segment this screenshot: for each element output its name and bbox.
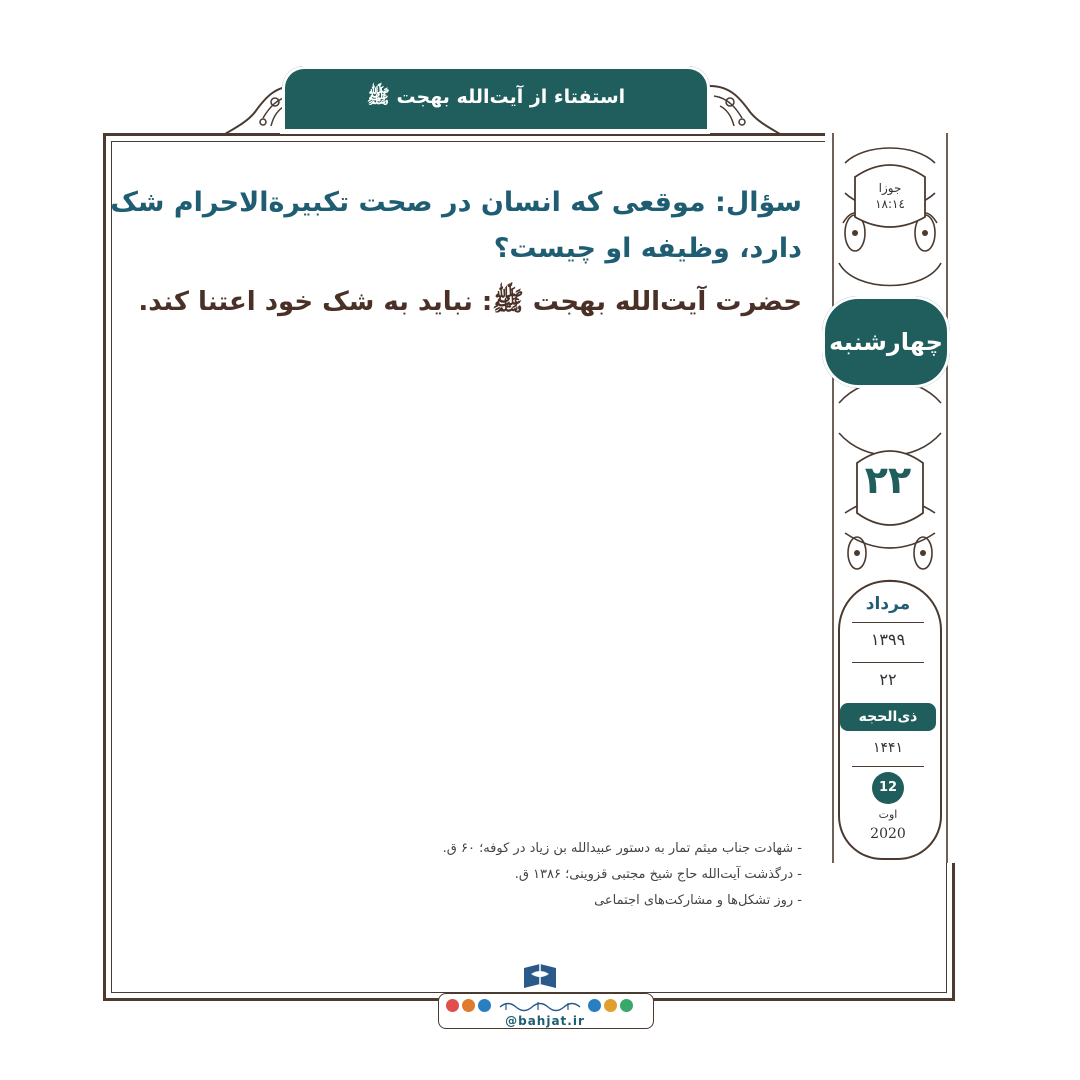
- bale-icon[interactable]: [620, 999, 633, 1012]
- zodiac-time: ۱۸:۱٤: [875, 197, 905, 211]
- instagram-icon[interactable]: [462, 999, 475, 1012]
- zodiac-sign: [848, 180, 932, 212]
- events-list: [282, 836, 802, 914]
- gregorian-year: 2020: [870, 826, 906, 842]
- solar-month: مرداد: [865, 594, 911, 614]
- gregorian-month: اوت: [878, 808, 898, 821]
- eitaa-icon[interactable]: [588, 999, 601, 1012]
- right-arabesque-ornament: [710, 78, 780, 134]
- event-item: - درگذشت آیت‌الله حاج شیخ مجتبی قزوینی؛ ۱۳۸۶ ق.: [514, 867, 802, 882]
- book-logo-icon: [521, 962, 559, 992]
- divider: [852, 662, 924, 663]
- telegram-icon[interactable]: [478, 999, 491, 1012]
- hijri-year: ۱۴۴۱: [872, 740, 904, 756]
- divider: [852, 622, 924, 623]
- divider: [852, 766, 924, 767]
- footer-handle[interactable]: @bahjat.ir: [505, 1014, 585, 1028]
- soroush-icon[interactable]: [604, 999, 617, 1012]
- social-icons-left: [446, 999, 491, 1012]
- zodiac-name: جوزا: [878, 181, 902, 195]
- question-text: سؤال: موقعی که انسان در صحت تکبیرة‌الاحرام شک دارد، وظیفه او چیست؟: [110, 187, 802, 264]
- day-number: ۲۲: [864, 458, 912, 502]
- event-item: - شهادت جناب میثم تمار به دستور عبیدالله بن زیاد در کوفه؛ ۶۰ ق.: [442, 841, 802, 856]
- hijri-month: ذی‌الحجه: [840, 703, 936, 731]
- hijri-day: ۲۲: [879, 670, 897, 689]
- brand-calligraphy: [498, 998, 582, 1012]
- aparat-icon[interactable]: [446, 999, 459, 1012]
- header-title: استفتاء از آیت‌الله بهجت ﷺ: [282, 66, 710, 132]
- gregorian-day: 12: [872, 772, 904, 804]
- event-item: - روز تشکل‌ها و مشارکت‌های اجتماعی: [594, 893, 802, 908]
- solar-year: ۱۳۹۹: [870, 630, 906, 649]
- weekday-badge: چهارشنبه: [822, 296, 950, 388]
- answer-text: حضرت آیت‌الله بهجت ﷺ: نباید به شک خود اعتنا کند.: [138, 287, 802, 317]
- social-icons-right: [588, 999, 633, 1012]
